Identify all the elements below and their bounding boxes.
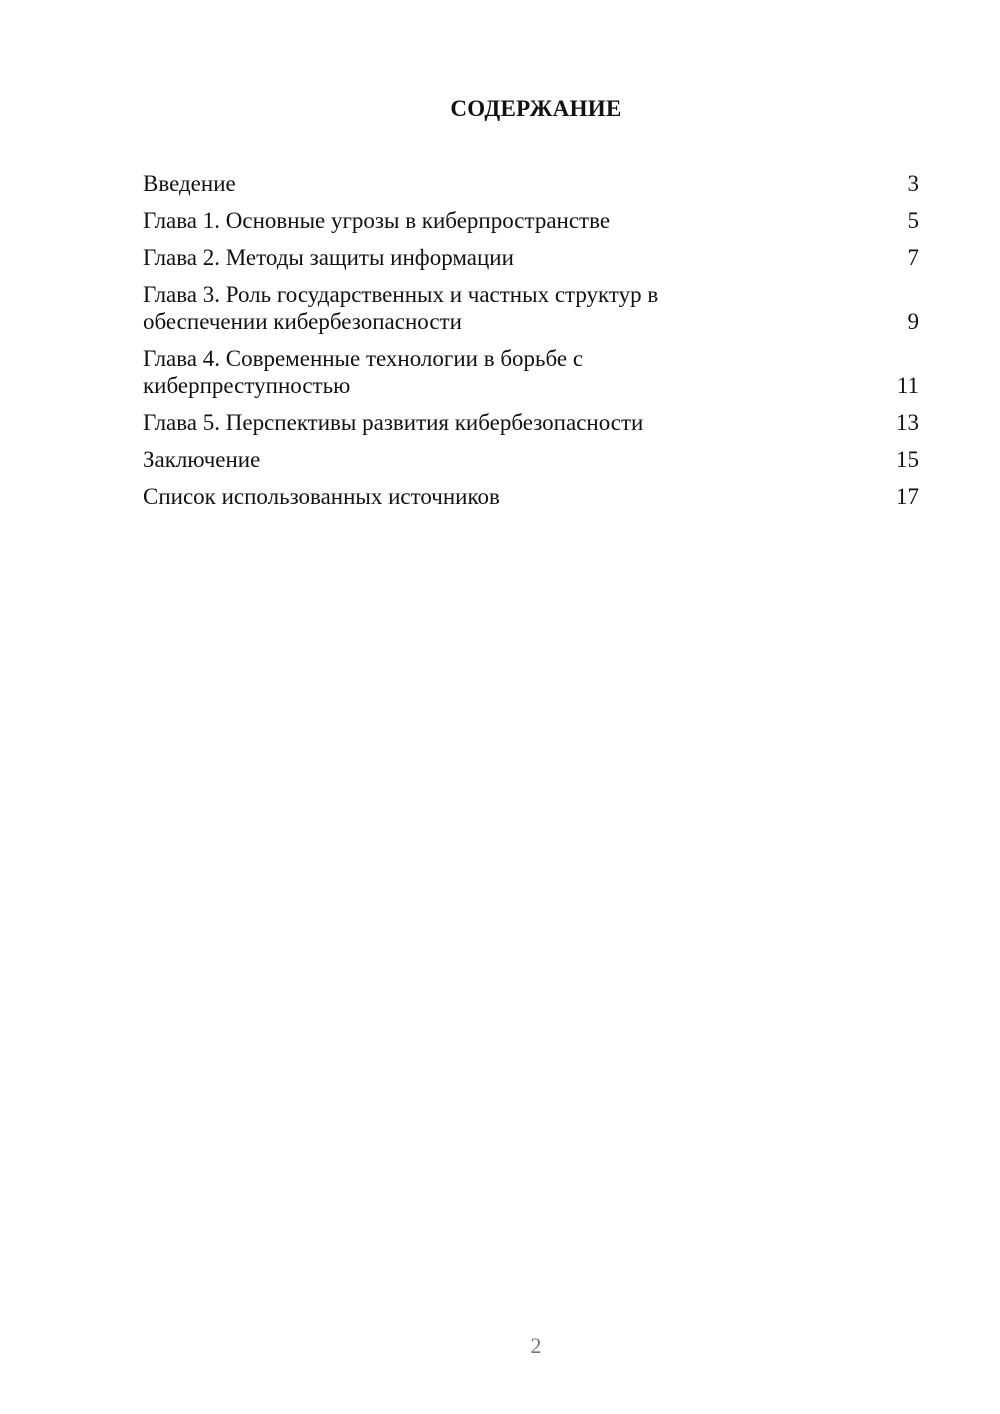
table-of-contents (143, 170, 919, 520)
toc-entry-chapter-2 (143, 244, 919, 271)
toc-entry-references (143, 483, 919, 510)
toc-entry-page: 15 (896, 447, 919, 472)
toc-entry-chapter-5 (143, 409, 919, 436)
toc-entry-label: Глава 5. Перспективы развития кибербезопасности (143, 410, 644, 435)
toc-entry-introduction (143, 170, 919, 197)
toc-title: СОДЕРЖАНИЕ (450, 96, 622, 121)
toc-entry-chapter-3 (143, 281, 919, 335)
toc-entry-label: Глава 3. Роль государственных и частных структур в обеспечении кибербезопасности (143, 282, 659, 334)
toc-entry-page: 3 (907, 171, 919, 196)
toc-entry-page: 5 (907, 208, 919, 233)
toc-entry-label: Заключение (143, 447, 261, 472)
toc-entry-page: 13 (896, 410, 919, 435)
toc-entry-label: Глава 1. Основные угрозы в киберпространстве (143, 208, 611, 233)
toc-entry-label: Глава 2. Методы защиты информации (143, 245, 514, 270)
toc-entry-label: Введение (143, 171, 236, 196)
toc-entry-label: Список использованных источников (143, 484, 500, 509)
toc-entry-label: Глава 4. Современные технологии в борьбе с киберпреступностью (143, 346, 584, 398)
toc-entry-page: 7 (907, 245, 919, 270)
toc-entry-conclusion (143, 446, 919, 473)
toc-entry-chapter-4 (143, 345, 919, 399)
page-number: 2 (530, 1333, 542, 1358)
toc-entry-chapter-1 (143, 207, 919, 234)
toc-entry-page: 17 (896, 484, 919, 509)
toc-entry-page: 9 (907, 309, 919, 334)
toc-entry-page: 11 (896, 373, 919, 398)
